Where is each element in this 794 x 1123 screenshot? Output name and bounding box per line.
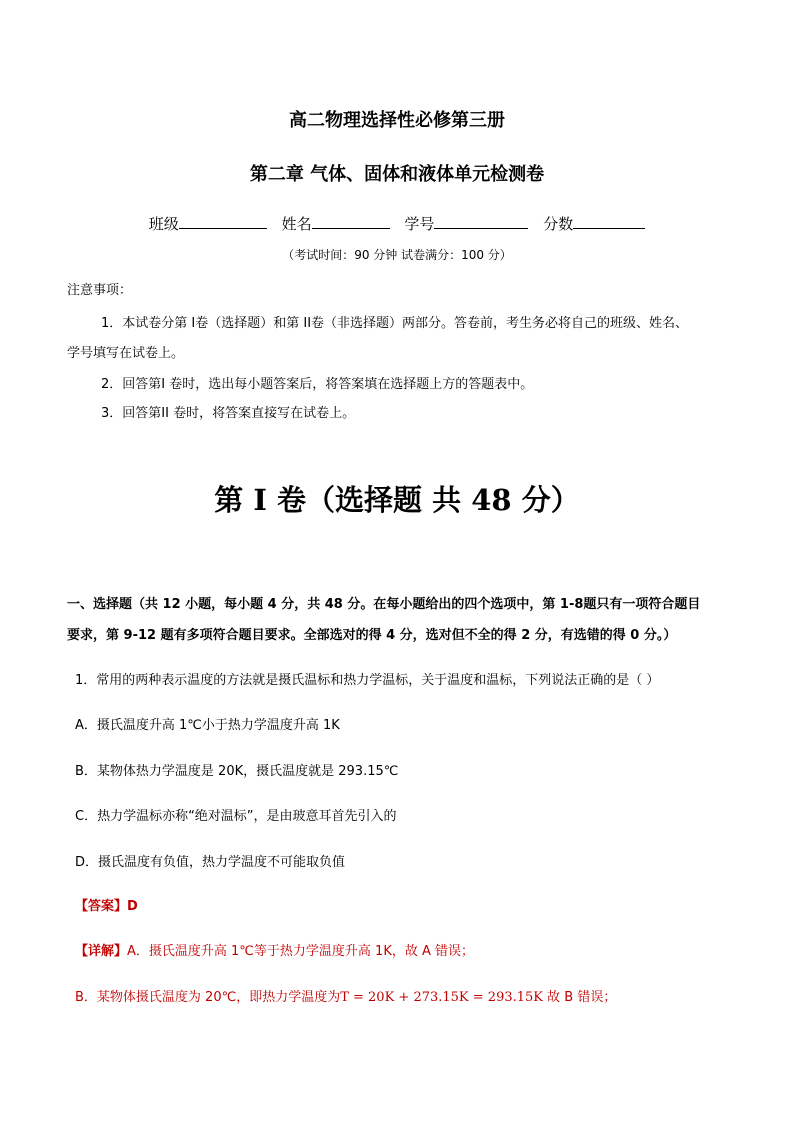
detail-line-a xyxy=(75,940,474,959)
document-subtitle: 第二章 气体、固体和液体单元检测卷 xyxy=(249,164,545,185)
note-item-1-cont: 学号填写在试卷上。 xyxy=(67,346,185,361)
option-a: A．摄氏温度升高 1℃小于热力学温度升高 1K xyxy=(75,718,340,733)
score-blank[interactable] xyxy=(573,214,645,229)
detail-line-b xyxy=(75,986,616,1005)
name-label: 姓名 xyxy=(281,215,312,233)
option-d: D．摄氏温度有负值，热力学温度不可能取负值 xyxy=(75,855,346,870)
detail-b-text: B．某物体摄氏温度为 20℃，即热力学温度为 xyxy=(75,990,341,1005)
class-label: 班级 xyxy=(148,215,179,233)
answer-value: D xyxy=(127,899,138,914)
detail-label: 【详解】 xyxy=(75,944,128,959)
note-item-2: 2．回答第I 卷时，选出每小题答案后，将答案填在选择题上方的答题表中。 xyxy=(101,377,534,392)
detail-b-formula: T = 20K + 273.15K = 293.15K xyxy=(340,990,543,1005)
id-blank[interactable] xyxy=(434,214,528,229)
class-blank[interactable] xyxy=(179,214,267,229)
part-1-title: 第 I 卷（选择题 共 48 分） xyxy=(214,483,580,517)
notes-heading: 注意事项： xyxy=(67,283,133,298)
student-info-line xyxy=(0,213,794,234)
option-b: B．某物体热力学温度是 20K，摄氏温度就是 293.15℃ xyxy=(75,764,399,779)
exam-time-info: （考试时间：90 分钟 试卷满分：100 分） xyxy=(282,248,512,262)
score-label: 分数 xyxy=(543,215,574,233)
detail-a-text: A．摄氏温度升高 1℃等于热力学温度升高 1K，故 A 错误； xyxy=(127,944,474,959)
option-c: C．热力学温标亦称“绝对温标”，是由玻意耳首先引入的 xyxy=(75,809,397,824)
answer-label: 【答案】 xyxy=(75,899,128,914)
section-instructions: 一、选择题（共 12 小题，每小题 4 分，共 48 分。在每小题给出的四个选项中，第 1-8题只有一项符合题目 xyxy=(67,597,701,612)
document-title: 高二物理选择性必修第三册 xyxy=(289,110,505,131)
note-item-1: 1．本试卷分第 I卷（选择题）和第 II卷（非选择题）两部分。答卷前，考生务必将自己的班级、姓名、 xyxy=(101,316,689,331)
answer-line xyxy=(75,895,138,914)
name-blank[interactable] xyxy=(312,214,390,229)
question-1-stem: 1．常用的两种表示温度的方法就是摄氏温标和热力学温标，关于温度和温标，下列说法正确的是（ ） xyxy=(75,673,660,688)
id-label: 学号 xyxy=(404,215,435,233)
section-instructions-cont: 要求，第 9-12 题有多项符合题目要求。全部选对的得 4 分，选对但不全的得 2 分，有选错的得 0 分。） xyxy=(67,628,677,643)
note-item-3: 3．回答第II 卷时，将答案直接写在试卷上。 xyxy=(101,406,356,421)
detail-b-tail: 故 B 错误； xyxy=(543,990,617,1005)
